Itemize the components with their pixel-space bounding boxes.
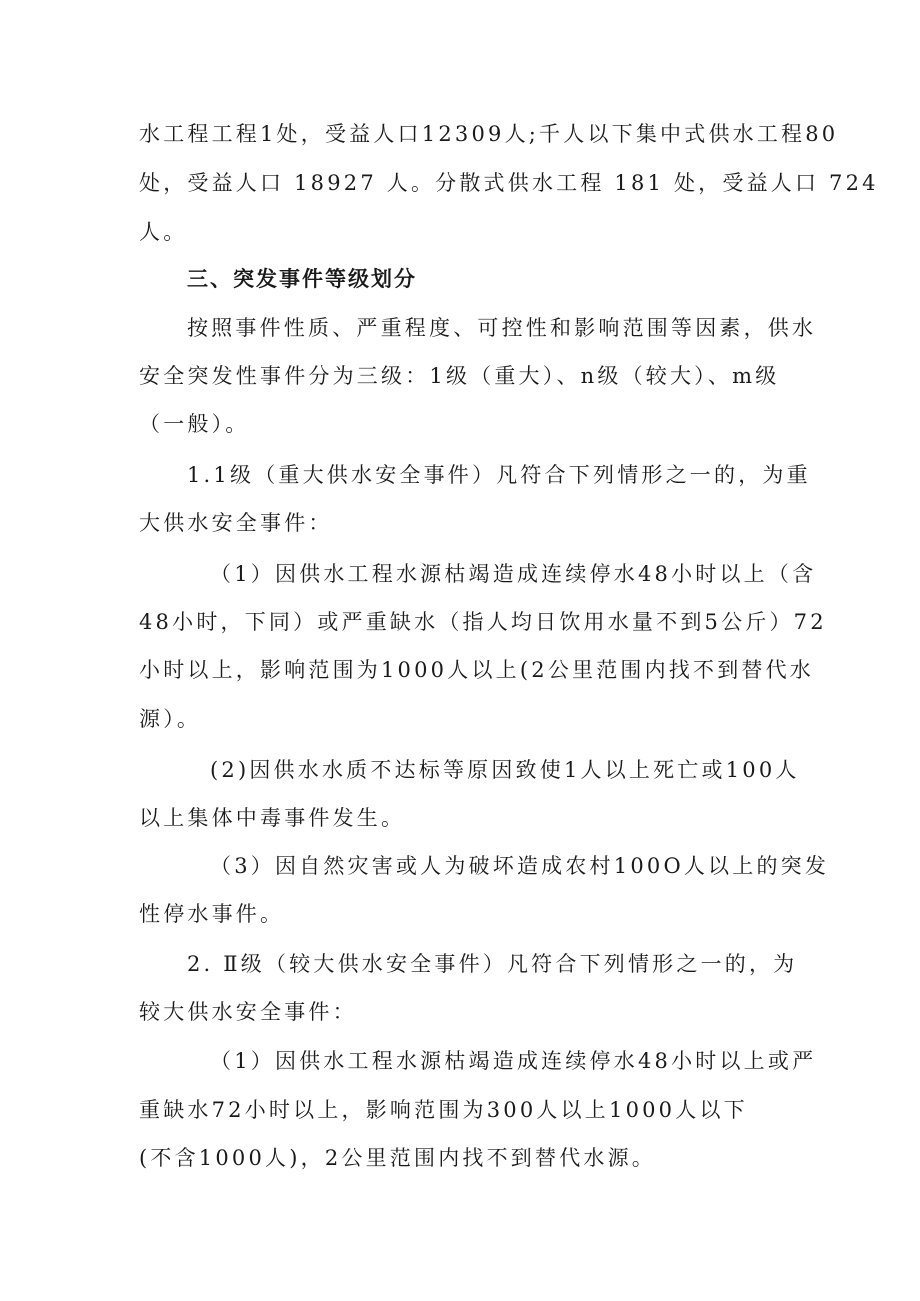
text-line: (2)因供水水质不达标等原因致使1人以上死亡或100人 (210, 758, 800, 782)
text-line: 48小时，下同）或严重缺水（指人均日饮用水量不到5公斤）72 (139, 610, 827, 634)
text-line: (不含1000人)，2公里范围内找不到替代水源。 (139, 1146, 656, 1170)
text-line: 处，受益人口 18927 人。分散式供水工程 181 处，受益人口 724 (139, 171, 879, 195)
text-line: （1）因供水工程水源枯竭造成连续停水48小时以上或严 (210, 1049, 817, 1073)
text-line: 大供水安全事件： (139, 511, 333, 535)
text-line: 按照事件性质、严重程度、可控性和影响范围等因素，供水 (187, 316, 817, 340)
text-line: 1.1级（重大供水安全事件）凡符合下列情形之一的，为重 (187, 463, 811, 487)
text-line: 源）。 (139, 707, 202, 731)
text-line: （1）因供水工程水源枯竭造成连续停水48小时以上（含 (210, 562, 817, 586)
text-line: 安全突发性事件分为三级：1级（重大）、n级（较大）、m级 (139, 364, 780, 388)
text-line: 重缺水72小时以上，影响范围为300人以上1000人以下 (139, 1098, 748, 1122)
text-line: 以上集体中毒事件发生。 (139, 806, 406, 830)
text-line: 小时以上，影响范围为1000人以上(2公里范围内找不到替代水 (139, 658, 814, 682)
section-heading: 三、突发事件等级划分 (187, 266, 417, 291)
text-line: （一般）。 (139, 412, 250, 436)
text-line: 性停水事件。 (139, 902, 285, 926)
text-line: （3）因自然灾害或人为破坏造成农村100O人以上的突发 (210, 854, 830, 878)
text-line: 人。 (139, 220, 188, 244)
text-line: 较大供水安全事件： (139, 1000, 357, 1024)
text-line: 水工程工程1处，受益人口12309人;千人以下集中式供水工程80 (139, 122, 839, 146)
text-line: 2. Ⅱ级（较大供水安全事件）凡符合下列情形之一的，为 (187, 952, 798, 976)
